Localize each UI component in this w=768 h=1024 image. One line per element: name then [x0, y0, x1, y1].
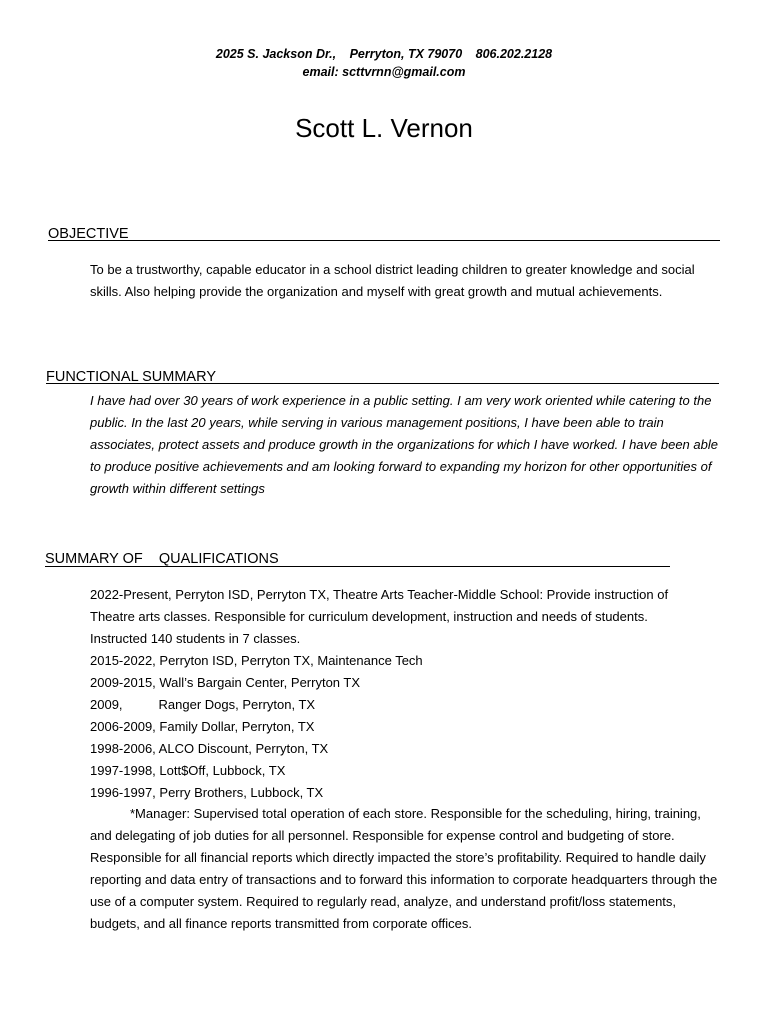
qualification-line: 2009-2015, Wall’s Bargain Center, Perryton TX	[90, 675, 361, 690]
objective-text: To be a trustworthy, capable educator in a school district leading children to greater knowledge and social skills. Also helping provide the organization and myself with great growth and mutual achievements.	[90, 262, 695, 299]
email-address: scttvrnn@gmail.com	[342, 65, 466, 79]
manager-description: *Manager: Supervised total operation of each store. Responsible for the scheduling, hiring, training, and delegating of job duties for all personnel. Responsible for expense control and budgeting of store. Responsible for all financial reports which directly impacted the store’s profitability. Required to handle daily reporting and data entry of transactions and to forward this information to corporate headquarters through the use of a computer system. Required to regularly read, analyze, and understand profit/loss statements, budgets, and all finance reports transmitted from corporate offices.	[90, 806, 718, 931]
qualifications-heading: SUMMARY OF QUALIFICATIONS	[45, 551, 279, 567]
email-label: email:	[302, 65, 339, 79]
qualification-employer: Ranger Dogs, Perryton, TX	[158, 697, 316, 712]
address: 2025 S. Jackson Dr.,	[215, 47, 337, 61]
qualification-line: Instructed 140 students in 7 classes.	[90, 631, 301, 646]
objective-heading: OBJECTIVE	[48, 226, 129, 242]
qualification-line	[90, 694, 315, 716]
qualifications-rule	[45, 566, 670, 567]
qualification-line: Theatre arts classes. Responsible for curriculum development, instruction and needs of students.	[90, 609, 648, 624]
qualification-line: 1996-1997, Perry Brothers, Lubbock, TX	[90, 785, 324, 800]
email-line	[0, 63, 768, 81]
qualification-line: 2022-Present, Perryton ISD, Perryton TX, Theatre Arts Teacher-Middle School: Provide instruction of	[90, 587, 669, 602]
qualification-line: 2006-2009, Family Dollar, Perryton, TX	[90, 719, 315, 734]
functional-summary-rule	[46, 383, 719, 384]
qualification-line: 1998-2006, ALCO Discount, Perryton, TX	[90, 741, 329, 756]
functional-summary-heading: FUNCTIONAL SUMMARY	[46, 369, 216, 385]
functional-summary-text: I have had over 30 years of work experience in a public setting. I am very work oriented while catering to the public. In the last 20 years, while serving in various management positions, I have been able to train associates, protect assets and produce growth in the organizations for which I have worked. I have been able to produce positive achievements and am looking forward to expanding my horizon for other opportunities of growth within different settings	[90, 393, 718, 496]
qualification-line: 1997-1998, Lott$Off, Lubbock, TX	[90, 763, 286, 778]
contact-line	[0, 45, 768, 63]
phone-number: 806.202.2128	[475, 47, 553, 61]
candidate-name: Scott L. Vernon	[295, 113, 473, 143]
qualification-line: 2015-2022, Perryton ISD, Perryton TX, Maintenance Tech	[90, 653, 423, 668]
city-state-zip: Perryton, TX 79070	[349, 47, 463, 61]
objective-rule	[48, 240, 720, 241]
qualification-years: 2009,	[90, 697, 123, 712]
